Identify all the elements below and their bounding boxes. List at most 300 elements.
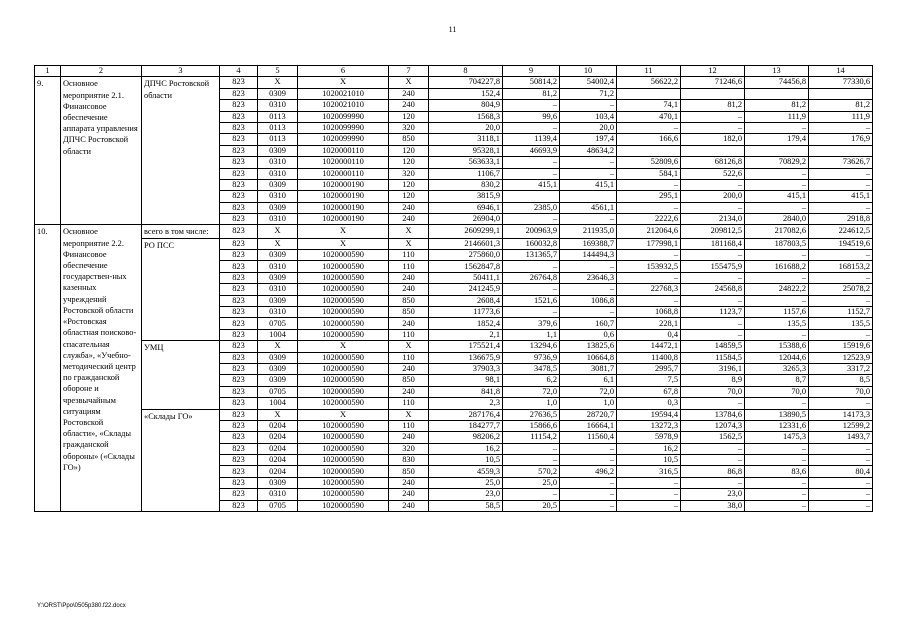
value-cell: X [258,238,298,249]
value-cell: 110 [389,398,429,409]
value-cell: – [681,111,745,122]
value-cell: 1,0 [560,398,617,409]
value-cell: 26764,8 [503,272,560,283]
value-cell: 103,4 [560,111,617,122]
value-cell: 1493,7 [809,432,873,443]
value-cell: 823 [220,398,258,409]
column-number-2: 2 [61,66,142,77]
value-cell: 415,1 [745,191,809,202]
executor-label: ДПЧС Ростовской области [142,77,220,225]
value-cell: 1020000590 [298,455,389,466]
value-cell: 14472,1 [617,341,681,352]
column-number-1: 1 [35,66,61,77]
value-cell: – [617,500,681,511]
value-cell: – [745,398,809,409]
executor-label: всего в том числе: [142,225,220,238]
value-cell: 295,1 [617,191,681,202]
value-cell: – [809,443,873,454]
value-cell: 823 [220,489,258,500]
table-row [35,238,873,249]
column-number-3: 3 [142,66,220,77]
value-cell: 160,7 [560,318,617,329]
value-cell: – [617,122,681,133]
value-cell [617,88,681,99]
value-cell: 415,1 [503,179,560,190]
value-cell: 823 [220,214,258,225]
value-cell: 823 [220,307,258,318]
value-cell: 0113 [258,122,298,133]
value-cell: X [298,409,389,420]
value-cell: – [681,202,745,213]
value-cell: 70,0 [745,386,809,397]
value-cell: 1020000190 [298,214,389,225]
value-cell: 823 [220,77,258,88]
value-cell: 24568,8 [681,284,745,295]
value-cell: 120 [389,157,429,168]
value-cell: 3265,3 [745,363,809,374]
value-cell: – [809,250,873,261]
value-cell: 240 [389,477,429,488]
value-cell: 70,0 [681,386,745,397]
value-cell: 823 [220,329,258,340]
value-cell: 1068,8 [617,307,681,318]
value-cell: 823 [220,238,258,249]
value-cell: 0310 [258,100,298,111]
value-cell: 48634,2 [560,145,617,156]
value-cell: 0,4 [617,329,681,340]
value-cell: 0204 [258,420,298,431]
value-cell: 0310 [258,191,298,202]
value-cell: 823 [220,88,258,99]
value-cell: 12523,9 [809,352,873,363]
value-cell: 823 [220,284,258,295]
value-cell: 823 [220,168,258,179]
value-cell: 23,0 [681,489,745,500]
value-cell: 152,4 [429,88,503,99]
value-cell: – [503,455,560,466]
value-cell: 240 [389,318,429,329]
value-cell: 81,2 [809,100,873,111]
value-cell: 161688,2 [745,261,809,272]
value-cell: 823 [220,466,258,477]
value-cell: 1852,4 [429,318,503,329]
value-cell: 1020021010 [298,100,389,111]
value-cell: 135,5 [745,318,809,329]
value-cell: 0705 [258,500,298,511]
value-cell: 200,0 [681,191,745,202]
value-cell: 1004 [258,398,298,409]
value-cell: 50411,1 [429,272,503,283]
value-cell: 850 [389,307,429,318]
value-cell: 25,0 [429,477,503,488]
value-cell: 13294,6 [503,341,560,352]
value-cell: 0310 [258,157,298,168]
value-cell: 240 [389,500,429,511]
value-cell: – [745,295,809,306]
column-number-11: 11 [617,66,681,77]
value-cell: – [745,168,809,179]
value-cell: – [503,284,560,295]
value-cell: 240 [389,386,429,397]
value-cell: 7,5 [617,375,681,386]
value-cell: 823 [220,122,258,133]
value-cell: 240 [389,284,429,295]
value-cell: 181168,4 [681,238,745,249]
value-cell: 194519,6 [809,238,873,249]
value-cell: 1020000590 [298,295,389,306]
item-number: 10. [35,225,61,512]
value-cell: – [560,477,617,488]
value-cell: 0,3 [617,398,681,409]
value-cell: 12074,3 [681,420,745,431]
column-number-6: 6 [298,66,389,77]
value-cell: 841,8 [429,386,503,397]
value-cell: 1020000110 [298,145,389,156]
value-cell: 823 [220,157,258,168]
value-cell: 0309 [258,88,298,99]
value-cell: 1020000590 [298,500,389,511]
value-cell: 110 [389,420,429,431]
value-cell: 240 [389,88,429,99]
value-cell: 823 [220,409,258,420]
value-cell: 1,1 [503,329,560,340]
value-cell: – [560,443,617,454]
value-cell: 379,6 [503,318,560,329]
value-cell: – [617,202,681,213]
value-cell: 1020000590 [298,272,389,283]
value-cell: 72,0 [560,386,617,397]
value-cell: 850 [389,134,429,145]
value-cell: 1157,6 [745,307,809,318]
value-cell: 2995,7 [617,363,681,374]
column-number-row [35,66,873,77]
value-cell: 240 [389,489,429,500]
value-cell: 2609299,1 [429,225,503,238]
value-cell: 70,0 [809,386,873,397]
value-cell: – [681,443,745,454]
value-cell: 1020021010 [298,88,389,99]
value-cell: – [809,179,873,190]
value-cell: 0310 [258,307,298,318]
column-number-12: 12 [681,66,745,77]
value-cell: 182,0 [681,134,745,145]
value-cell: – [745,122,809,133]
value-cell [745,88,809,99]
value-cell: 6,1 [560,375,617,386]
value-cell: 823 [220,145,258,156]
value-cell: – [809,272,873,283]
value-cell: 1020000590 [298,398,389,409]
value-cell: – [809,500,873,511]
value-cell: 1,0 [503,398,560,409]
value-cell: – [503,261,560,272]
value-cell: – [560,489,617,500]
value-cell: 0309 [258,295,298,306]
value-cell: 2146601,3 [429,238,503,249]
value-cell: 3081,7 [560,363,617,374]
value-cell: 20,5 [503,500,560,511]
value-cell: 0309 [258,477,298,488]
value-cell: 823 [220,500,258,511]
value-cell: 0309 [258,375,298,386]
value-cell: – [503,307,560,318]
value-cell: 0310 [258,214,298,225]
value-cell: 160032,8 [503,238,560,249]
value-cell: 26904,0 [429,214,503,225]
value-cell: X [389,238,429,249]
value-cell: 0309 [258,202,298,213]
value-cell: 11154,2 [503,432,560,443]
value-cell: 1020000590 [298,386,389,397]
value-cell: 24822,2 [745,284,809,295]
value-cell: X [389,77,429,88]
value-cell: 823 [220,191,258,202]
value-cell: 67,8 [617,386,681,397]
value-cell: – [560,455,617,466]
value-cell: 0309 [258,179,298,190]
value-cell: 1004 [258,329,298,340]
value-cell: 136675,9 [429,352,503,363]
value-cell: 1521,6 [503,295,560,306]
value-cell: 823 [220,420,258,431]
value-cell: 120 [389,179,429,190]
value-cell: 10,5 [617,455,681,466]
value-cell: – [560,157,617,168]
value-cell: 2222,6 [617,214,681,225]
value-cell: – [809,295,873,306]
value-cell: 175521,4 [429,341,503,352]
value-cell: 169388,7 [560,238,617,249]
value-cell: – [681,455,745,466]
value-cell: 10664,8 [560,352,617,363]
value-cell: 0310 [258,168,298,179]
value-cell: 5978,9 [617,432,681,443]
value-cell: – [560,261,617,272]
value-cell: 28720,7 [560,409,617,420]
value-cell: – [745,250,809,261]
value-cell: – [809,122,873,133]
value-cell: 98206,2 [429,432,503,443]
value-cell: 823 [220,134,258,145]
value-cell: – [745,202,809,213]
value-cell: 1020000110 [298,157,389,168]
value-cell: X [389,225,429,238]
value-cell: 823 [220,100,258,111]
value-cell: 570,2 [503,466,560,477]
value-cell: 110 [389,352,429,363]
value-cell: 3118,1 [429,134,503,145]
value-cell: – [560,284,617,295]
value-cell [681,88,745,99]
value-cell: 4559,3 [429,466,503,477]
value-cell: 1020099990 [298,134,389,145]
value-cell: 823 [220,455,258,466]
value-cell [560,191,617,202]
value-cell: 1152,7 [809,307,873,318]
value-cell: 240 [389,432,429,443]
value-cell: 1020000590 [298,420,389,431]
value-cell: 1020099990 [298,122,389,133]
value-cell: 823 [220,202,258,213]
value-cell: – [617,179,681,190]
column-number-9: 9 [503,66,560,77]
value-cell: 1086,8 [560,295,617,306]
value-cell: 20,0 [560,122,617,133]
value-cell: 823 [220,352,258,363]
value-cell: 0310 [258,261,298,272]
value-cell: 1020000590 [298,432,389,443]
value-cell: 823 [220,443,258,454]
value-cell: X [258,341,298,352]
value-cell: 823 [220,225,258,238]
column-number-5: 5 [258,66,298,77]
value-cell [809,88,873,99]
value-cell: 120 [389,111,429,122]
value-cell: 830,2 [429,179,503,190]
value-cell: X [389,409,429,420]
value-cell: – [617,489,681,500]
value-cell: 823 [220,250,258,261]
value-cell: 0310 [258,284,298,295]
value-cell: 0204 [258,443,298,454]
value-cell: – [745,329,809,340]
value-cell: X [298,238,389,249]
value-cell: X [258,225,298,238]
value-cell: 850 [389,295,429,306]
value-cell: 3196,1 [681,363,745,374]
value-cell: 1020000590 [298,375,389,386]
value-cell: 823 [220,318,258,329]
value-cell: 240 [389,363,429,374]
value-cell: 1020000590 [298,284,389,295]
value-cell: 823 [220,477,258,488]
value-cell: 144494,3 [560,250,617,261]
value-cell: X [298,77,389,88]
value-cell: 0113 [258,111,298,122]
value-cell: 74456,8 [745,77,809,88]
value-cell: – [681,295,745,306]
table-row [35,409,873,420]
value-cell: – [681,250,745,261]
value-cell: 177998,1 [617,238,681,249]
value-cell: 15866,6 [503,420,560,431]
value-cell: 1020000590 [298,352,389,363]
value-cell: 14859,5 [681,341,745,352]
value-cell: 120 [389,145,429,156]
value-cell: – [809,398,873,409]
value-cell: 14173,3 [809,409,873,420]
value-cell: 19594,4 [617,409,681,420]
value-cell: 470,1 [617,111,681,122]
value-cell: 1475,3 [745,432,809,443]
value-cell: 823 [220,179,258,190]
value-cell: 22768,3 [617,284,681,295]
value-cell: – [503,214,560,225]
value-cell: 0113 [258,134,298,145]
value-cell: 16,2 [617,443,681,454]
value-cell: 0705 [258,386,298,397]
value-cell: – [809,329,873,340]
value-cell: 110 [389,329,429,340]
value-cell: 0204 [258,455,298,466]
value-cell: – [503,100,560,111]
value-cell: 2840,0 [745,214,809,225]
value-cell: 81,2 [681,100,745,111]
value-cell: – [503,168,560,179]
value-cell: X [258,77,298,88]
value-cell: 131365,7 [503,250,560,261]
value-cell: 111,9 [809,111,873,122]
value-cell: 0204 [258,432,298,443]
value-cell: 240 [389,202,429,213]
value-cell: 1020000590 [298,261,389,272]
value-cell: 1020000590 [298,307,389,318]
value-cell: 2385,0 [503,202,560,213]
table-row [35,341,873,352]
value-cell: – [809,477,873,488]
value-cell: 2608,4 [429,295,503,306]
value-cell: 1139,4 [503,134,560,145]
value-cell: 12331,6 [745,420,809,431]
column-number-7: 7 [389,66,429,77]
value-cell: 73626,7 [809,157,873,168]
measure-name: Основное мероприятие 2.2. Финансовое обеспечение государствен-ных казенных учреждений Ростовской области «Ростовская областная поисково-спасательная служба», «Учебно-методический центр по гражданской обороне и чрезвычайным ситуациям Ростовской области», «Склады гражданской обороны» («Склады ГО») [61,225,142,512]
value-cell: 15919,6 [809,341,873,352]
value-cell: 20,0 [429,122,503,133]
value-cell: 56622,2 [617,77,681,88]
executor-label: УМЦ [142,341,220,409]
value-cell: 110 [389,250,429,261]
value-cell: 211935,0 [560,225,617,238]
value-cell: – [745,272,809,283]
value-cell: – [617,250,681,261]
value-cell: 1020000590 [298,329,389,340]
value-cell: – [560,168,617,179]
executor-label: «Склады ГО» [142,409,220,512]
value-cell: – [745,455,809,466]
value-cell: 3317,2 [809,363,873,374]
value-cell: 111,9 [745,111,809,122]
value-cell: 54002,4 [560,77,617,88]
value-cell: 823 [220,341,258,352]
value-cell: 77330,6 [809,77,873,88]
value-cell: – [809,455,873,466]
value-cell: – [681,122,745,133]
value-cell: – [617,295,681,306]
value-cell [681,145,745,156]
value-cell: 176,9 [809,134,873,145]
value-cell: 1020000190 [298,202,389,213]
value-cell: – [503,443,560,454]
value-cell: 81,2 [503,88,560,99]
value-cell: 1020000190 [298,179,389,190]
value-cell: 0309 [258,352,298,363]
value-cell: 83,6 [745,466,809,477]
value-cell: 168153,2 [809,261,873,272]
value-cell: 228,1 [617,318,681,329]
value-cell: 8,9 [681,375,745,386]
value-cell: 6,2 [503,375,560,386]
value-cell: 1020000590 [298,443,389,454]
value-cell: 0309 [258,363,298,374]
value-cell: 4561,1 [560,202,617,213]
value-cell: 1020000590 [298,477,389,488]
value-cell: 155475,9 [681,261,745,272]
value-cell: 2134,0 [681,214,745,225]
file-path-footer: Y:\ORST\Ppo\0505p380.f22.docx [37,603,126,609]
value-cell: 70829,2 [745,157,809,168]
value-cell: 37903,3 [429,363,503,374]
